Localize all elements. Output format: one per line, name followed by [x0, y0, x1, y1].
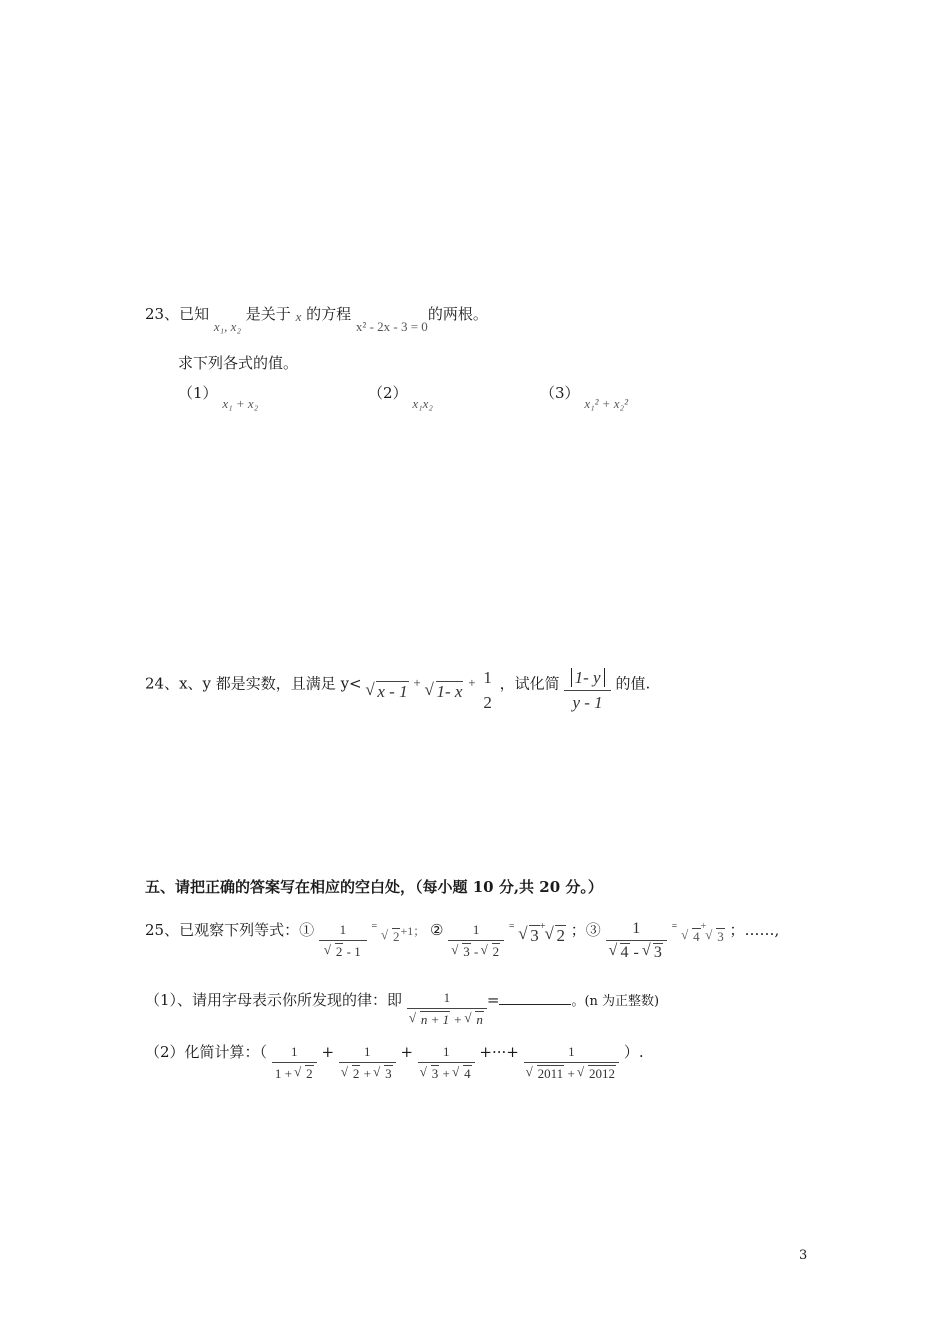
q23-roots: x₁, x₂ — [213, 319, 241, 334]
q25-circle-2: ② — [430, 921, 444, 939]
q23-variable: x — [295, 309, 302, 324]
q23-text-post: 的方程 — [306, 305, 352, 323]
q23-part-3 — [540, 382, 628, 411]
q23-text-pre: 已知 — [179, 305, 210, 323]
q25-eq1-equals: = — [371, 921, 378, 932]
q25-answer-blank[interactable] — [499, 990, 571, 1005]
q24-radical-2: √ 1- x — [426, 682, 464, 701]
q25-part-2-label: （2）化简计算：（ — [145, 1043, 268, 1061]
q25-separator: ； — [570, 921, 586, 939]
q23-equation: x² - 2x - 3 = 0 — [355, 319, 428, 334]
q24-plus-2: + — [468, 674, 476, 690]
q25-eq3-equals: = — [671, 921, 678, 932]
q25-part-1-equals: = — [486, 991, 500, 1009]
q25-eq3-rhs: √ 4+√ 3 — [682, 929, 725, 944]
q25-plus-1: + — [321, 1043, 335, 1061]
q23-part-1 — [178, 382, 259, 411]
q25-term-2: 1 √ 2 + √ 3 — [339, 1044, 396, 1082]
q23-part-2-label: （2） — [368, 384, 408, 402]
q25-circle-1: ① — [299, 921, 315, 939]
q24-fraction: $\frac{1- y}{y - 1}$ — [564, 668, 610, 713]
section-5-title: 五、请把正确的答案写在相应的空白处，（每小题 10 分,共 20 分。） — [145, 878, 603, 896]
q23-part-2 — [368, 382, 433, 411]
q24-text-end: 的值. — [615, 674, 651, 693]
q25-term-last: 1 √ 2011 + √ 2012 — [524, 1044, 619, 1082]
q25-part-1-label: （1）、请用字母表示你所发现的律：即 — [145, 991, 403, 1009]
q25-eq2-equals: = — [508, 921, 515, 932]
q25-eq1-fraction: 1 √ 2 - 1 — [319, 922, 367, 960]
q25-part-2-end: ）. — [623, 1043, 644, 1061]
q25-line1-end: ；……, — [729, 921, 780, 939]
page-number: 3 — [799, 1248, 808, 1263]
q23-line1 — [145, 303, 488, 334]
q25-eq2-fraction: 1 √ 3 - √ 2 — [448, 922, 504, 960]
q25-part-1-note: 。(n 为正整数) — [571, 994, 660, 1009]
q25-term-1: $\frac{1}{1 + √ 2}$ — [272, 1044, 317, 1082]
q25-circle-3: ③ — [585, 921, 601, 939]
q24-text-mid: ，试化简 — [499, 674, 560, 693]
q23-text-mid: 是关于 — [245, 305, 291, 323]
q24-plus-1: + — [413, 674, 421, 690]
q23-part-3-expr: x₁² + x₂² — [584, 396, 628, 411]
q23-text-end: 的两根。 — [427, 305, 488, 323]
q25-line1 — [145, 910, 780, 961]
q24-text-pre: x、y 都是实数，且满足 y< — [179, 674, 362, 693]
q25-part-1-fraction: 1 √ n + 1 + √ n — [407, 990, 487, 1028]
q25-eq1-rhs: √ 2+1； — [382, 927, 425, 938]
q24-radical-1: √ x - 1 — [366, 682, 408, 701]
q23-part-2-expr: x₁x₂ — [412, 396, 433, 411]
q23-part-1-label: （1） — [178, 384, 218, 402]
q25-eq2-rhs: √ 3+√ 2 — [519, 926, 566, 945]
q24-half: $\frac{1}{2}$ — [480, 668, 495, 713]
q25-term-3: 1 √ 3 + √ 4 — [418, 1044, 475, 1082]
q23-instruction: 求下列各式的值。 — [178, 354, 299, 372]
q25-number: 25、 — [145, 921, 180, 939]
q25-ellipsis: +···+ — [479, 1043, 519, 1061]
q25-text-pre: 已观察下列等式： — [179, 921, 300, 939]
q23-part-3-label: （3） — [540, 384, 580, 402]
q25-part-2 — [145, 1034, 644, 1081]
q24-number: 24、 — [145, 674, 180, 693]
q25-part-1 — [145, 982, 660, 1027]
q24-line — [145, 662, 651, 712]
q25-eq3-fraction: 1 √ 4 - √ 3 — [606, 920, 667, 962]
q25-plus-2: + — [400, 1043, 414, 1061]
q23-part-1-expr: x₁ + x₂ — [222, 396, 259, 411]
q23-number: 23、 — [145, 305, 180, 323]
